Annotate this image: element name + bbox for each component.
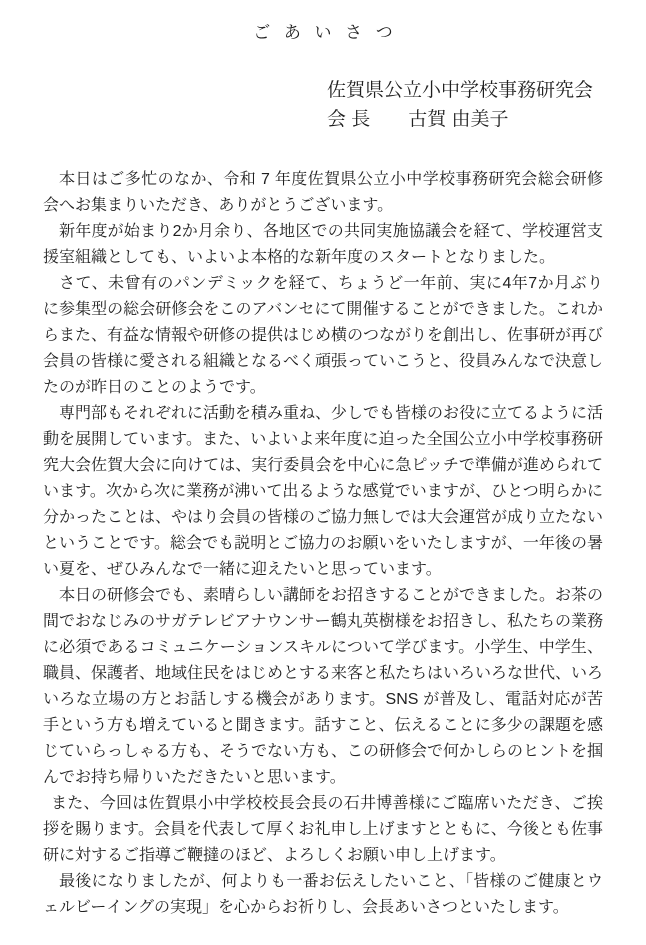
paragraph-closing: 最後になりましたが、何よりも一番お伝えしたいこと、「皆様のご健康とウェルビーイングの実現」を心からお祈りし、会長あいさつといたします。 bbox=[43, 873, 603, 916]
paragraph-new-fiscal-year: 新年度が始まり2か月余り、各地区での共同実施協議会を経て、学校運営支援室組織としても、いよいよ本格的な新年度のスタートとなりました。 bbox=[43, 223, 603, 266]
paragraph-guest-acknowledgement: また、今回は佐賀県小中学校校長会長の石井博善様にご臨席いただき、ご挨拶を賜ります。会員を代表して厚くお礼申し上げますとともに、今後とも佐事研に対するご指導ご鞭撻のほど、よろしくお願い申し上げます。 bbox=[43, 795, 603, 864]
paragraph-lecturer-introduction: 本日の研修会でも、素晴らしい講師をお招きすることができました。お茶の間でおなじみのサガテレビアナウンサー鶴丸英樹様をお招きし、私たちの業務に必須であるコミュニケーションスキルについて学びます。小学生、中学生、職員、保護者、地域住民をはじめとする来客と私たちはいろいろな世代、いろいろな立場の方とお話しする機会があります。SNS が普及し、電話対応が苦手という方も増えていると聞きます。話すこと、伝えることに多少の課題を感じていらっしゃる方も、そうでない方も、この研修会で何かしらのヒントを掴んでお持ち帰りいただきたいと思います。 bbox=[43, 587, 604, 786]
signature-chairperson: 会 長 古賀 由美子 bbox=[327, 109, 509, 130]
signature-organization: 佐賀県公立小中学校事務研究会 bbox=[327, 80, 594, 101]
signature-block bbox=[43, 76, 603, 134]
paragraph-greeting: 本日はご多忙のなか、令和 7 年度佐賀県公立小中学校事務研究会総会研修会へお集まりいただき、ありがとうございます。 bbox=[43, 171, 603, 214]
document-title: ごあいさつ bbox=[253, 23, 407, 42]
document-body bbox=[43, 167, 603, 921]
paragraph-national-conference: 専門部もそれぞれに活動を積み重ね、少しでも皆様のお役に立てるように活動を展開しています。また、いよいよ来年度に迫った全国公立小中学校事務研究大会佐賀大会に向けては、実行委員会を中心に急ピッチで準備が進められています。次から次に業務が沸いて出るような感覚でいますが、ひとつ明らかに分かったことは、やはり会員の皆様のご協力無しでは大会運営が成り立たないということです。総会でも説明とご協力のお願いをいたしますが、一年後の暑い夏を、ぜひみんなで一緒に迎えたいと思っています。 bbox=[43, 405, 604, 578]
paragraph-pandemic-recovery: さて、未曾有のパンデミックを経て、ちょうど一年前、実に4年7か月ぶりに参集型の総会研修会をこのアバンセにて開催することができました。これからまた、有益な情報や研修の提供はじめ横のつながりを創出し、佐事研が再び会員の皆様に愛される組織となるべく頑張っていこうと、役員みんなで決意したのが昨日のことのようです。 bbox=[43, 275, 604, 396]
